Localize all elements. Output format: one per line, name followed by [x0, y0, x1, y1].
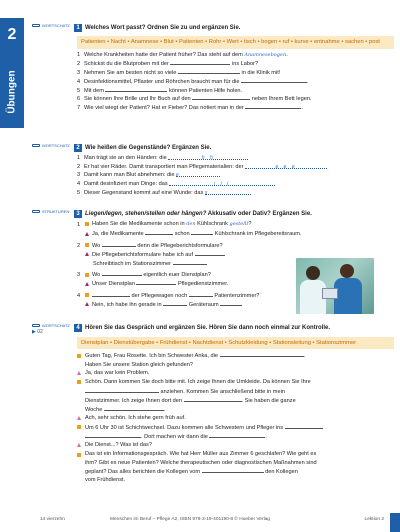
list-item: 3 Damit kann man Blut abnehmen: die e	[77, 172, 394, 181]
dialog-group: 2 Wo denn die Pflegeberichtsformulare? Die Pflegeberichtsformulare habe ich auf Schreibtisch im Stationszimmer	[77, 242, 223, 267]
copyright-line: Menschen im Beruf – Pflege A2, ISBN 978-3-19-401190-8 © Hueber Verlag	[110, 517, 270, 522]
book-link-icon	[32, 24, 40, 27]
dialog-line: ihm? Gibt es neue Patienten? Welche therapeutischen oder diagnostischen Maßnahmen sind	[85, 460, 317, 467]
dialog-line: anziehen. Kommen Sie anschließend bitte in mein	[77, 388, 394, 397]
answer-blank[interactable]	[102, 242, 136, 247]
speaker-a-marker	[77, 380, 81, 384]
answer-blank[interactable]	[173, 260, 207, 265]
speaker-a-marker	[77, 425, 81, 429]
exercise-4-header	[32, 324, 394, 335]
exercise-3-header	[32, 210, 394, 218]
exercise-3-dialogs	[77, 221, 317, 309]
speaker-b-marker	[85, 282, 89, 286]
dialog-line: Dienstzimmer. Ich zeige Ihnen dort den . Sie haben die ganze	[85, 397, 296, 404]
dialog-line: vom Frühdienst.	[85, 477, 126, 484]
answer-blank[interactable]	[195, 251, 225, 256]
speaker-a-marker	[85, 293, 89, 297]
answer-blank[interactable]	[92, 292, 130, 297]
answer-blank[interactable]	[285, 424, 323, 429]
dialog-line: geplant? Das alles berichten die Kollegen vom den Kollegen	[85, 469, 298, 476]
handwritten-answer: den	[186, 221, 196, 228]
list-item: 5 Mit dem können Patienten Hilfe holen.	[77, 87, 243, 94]
list-item: 4 Desinfektionsmittel, Pflaster und Röhrchen braucht man für die .	[77, 78, 309, 85]
speaker-b-marker	[77, 443, 81, 447]
book-link-icon	[32, 324, 40, 327]
dialog-line: Ja, das war kein Problem.	[77, 370, 394, 379]
answer-blank[interactable]	[184, 397, 242, 402]
handwritten-answer: Anamnesebogen	[244, 51, 287, 58]
tablet-illustration	[322, 288, 338, 299]
exercise-4-wordbox: Dienstplan • Dienstübergabe • Frühdienst • Nachtdienst • Schutzkleidung • Stationsleitung • Stationszimmer	[77, 337, 394, 350]
exercise-1	[32, 24, 394, 113]
speaker-a-marker	[85, 222, 89, 226]
exercise-2-header	[32, 144, 394, 152]
exercise-3-prompt: Liegen/legen, stehen/stellen oder hängen? Akkusativ oder Dativ? Ergänzen Sie.	[85, 211, 312, 217]
audio-track: 02	[37, 328, 43, 335]
speaker-b-marker	[85, 302, 89, 306]
letter-blank[interactable]: s	[205, 190, 251, 195]
exercise-2-items	[77, 155, 394, 198]
list-item: 7 Wie viel wiegt der Patient? Hat er Fieber? Das notiert man in der .	[77, 104, 303, 111]
speaker-b-marker	[85, 252, 89, 256]
speaker-b-marker	[85, 232, 89, 236]
page-number: 14 vierzehn	[40, 517, 65, 522]
dialog-line: Ach, sehr schön. Ich stehe gern früh auf.	[77, 415, 394, 424]
dialog-line: . Dort machen wir dann die .	[77, 433, 394, 442]
exercise-1-wordbox: Patienten • Nacht • Anamnese • Blut • Patienten • Rohr • Wert • tisch • bogen • ruf • kurve • entnahme • sachen • post	[77, 36, 394, 49]
answer-blank[interactable]	[105, 87, 167, 92]
audio-icon[interactable]: ▶	[32, 328, 38, 335]
dialog-group: 4 der Pflegewagen noch Patientenzimmer? Nein, ich habe ihn gerade in Geräteraum	[77, 292, 260, 308]
handwritten-answer: gestellt	[229, 221, 249, 228]
list-item: 5 Dieser Gegenstand kommt auf eine Wunde: das s	[77, 190, 394, 199]
dialog-line: Die Dienst...? Was ist das?	[77, 442, 394, 451]
exercise-3-number: 3	[74, 210, 82, 218]
exercise-4-prompt: Hören Sie das Gespräch und ergänzen Sie. Hören Sie dann noch einmal zur Kontrolle.	[85, 325, 331, 331]
answer-blank[interactable]	[163, 301, 187, 306]
chapter-number: 2	[7, 26, 17, 43]
answer-blank[interactable]	[241, 78, 307, 83]
dialog-group: 3 Wo eigentlich euer Dienstplan? Unser Dienstplan Pflegedienstzimmer.	[77, 272, 229, 288]
exercise-4-meta: WORTSCHATZ ▶ 02	[32, 323, 70, 335]
list-item: 6 Sie können Ihre Brille und Ihr Buch auf den neben Ihrem Bett legen.	[77, 96, 312, 103]
exercise-4	[32, 324, 394, 485]
list-item: 3 Nehmen Sie am besten nicht so viele in die Klinik mit!	[77, 70, 281, 77]
dialog-group: 1 Haben Sie die Medikamente schon in den Kühlschrank gestellt? Ja, die Medikamente schon Kühlschrank im Pflegebereitsraum.	[77, 221, 302, 238]
exercise-2-meta: WORTSCHATZ	[32, 144, 74, 149]
answer-blank[interactable]	[145, 230, 173, 235]
answer-blank[interactable]	[192, 95, 250, 100]
answer-blank[interactable]	[220, 352, 304, 357]
footer-accent-bar	[390, 513, 400, 532]
chapter-label: Übungen	[6, 70, 18, 114]
dialog-line: Guten Tag, Frau Rosette. Ich bin Schwester Anka, die .	[77, 352, 394, 361]
answer-blank[interactable]	[220, 301, 242, 306]
letter-blank[interactable]: e e e	[245, 164, 327, 169]
dialog-line: Das ist ein Informationsgespräch. Wie hat Herr Müller aus Zimmer 6 geschlafen? Wie geht es	[77, 451, 394, 460]
dialog-line: Haben Sie unsere Station gleich gefunden?	[85, 361, 193, 368]
speaker-b-marker	[77, 371, 81, 375]
answer-blank[interactable]	[191, 230, 213, 235]
exercise-3-meta: STRUKTUREN	[32, 210, 74, 215]
letter-blank[interactable]: e	[176, 172, 220, 177]
exercise-2-number: 2	[74, 144, 82, 152]
answer-blank[interactable]	[136, 280, 176, 285]
answer-blank[interactable]	[85, 433, 141, 438]
answer-blank[interactable]	[85, 388, 159, 393]
answer-blank[interactable]	[170, 60, 230, 65]
speaker-a-marker	[85, 243, 89, 247]
letter-blank[interactable]: h h	[168, 155, 248, 160]
answer-blank[interactable]	[178, 69, 240, 74]
list-item: 1 Welche Krankheiten hatte der Patient früher? Das steht auf dem Anamnesebogen.	[77, 51, 288, 58]
answer-blank[interactable]	[209, 433, 265, 438]
speaker-a-marker	[77, 354, 81, 358]
answer-blank[interactable]	[245, 104, 301, 109]
exercise-4-dialog	[77, 352, 394, 484]
exercise-1-items	[77, 52, 394, 113]
exercise-2	[32, 144, 394, 199]
exercise-1-header	[32, 24, 394, 32]
speaker-a-marker	[77, 453, 81, 457]
exercise-2-prompt: Wie heißen die Gegenstände? Ergänzen Sie.	[85, 145, 212, 151]
list-item: 2 Er hat vier Räder. Damit transportiert man Pflegematerialien: der e e e	[77, 164, 394, 173]
exercise-1-meta: WORTSCHATZ	[32, 24, 74, 29]
letter-blank[interactable]: i i i	[169, 181, 275, 186]
nurses-photo	[296, 258, 374, 314]
list-item: 4 Damit desinfiziert man Dinge: das i i i	[77, 181, 394, 190]
speaker-a-marker	[85, 273, 89, 277]
list-item: 2 Schickst du die Blutproben mit der ins Labor?	[77, 61, 259, 68]
exercise-1-number: 1	[74, 24, 82, 32]
answer-blank[interactable]	[189, 292, 213, 297]
dialog-line: Woche .	[85, 406, 166, 413]
speaker-b-marker	[77, 416, 81, 420]
list-item: 1 Man trägt sie an den Händen: die h h	[77, 155, 394, 164]
answer-blank[interactable]	[202, 468, 264, 473]
dialog-line: Um 6 Uhr 30 ist Schichtwechsel. Dazu kommen alle Schwestern und Pfleger ins	[77, 424, 394, 433]
book-link-icon	[32, 210, 40, 213]
dialog-line: Schön. Dann kommen Sie doch bitte mit. Ich zeige Ihnen die Umkleide. Da können Sie Ihre	[77, 379, 394, 388]
page-footer	[0, 513, 400, 532]
book-link-icon	[32, 144, 40, 147]
chapter-tab	[0, 18, 24, 128]
answer-blank[interactable]	[104, 406, 164, 411]
lesson-label: Lektion 2	[364, 517, 384, 522]
exercise-1-prompt: Welches Wort passt? Ordnen Sie zu und ergänzen Sie.	[85, 25, 241, 31]
exercise-4-number: 4	[74, 324, 82, 332]
answer-blank[interactable]	[102, 271, 142, 276]
